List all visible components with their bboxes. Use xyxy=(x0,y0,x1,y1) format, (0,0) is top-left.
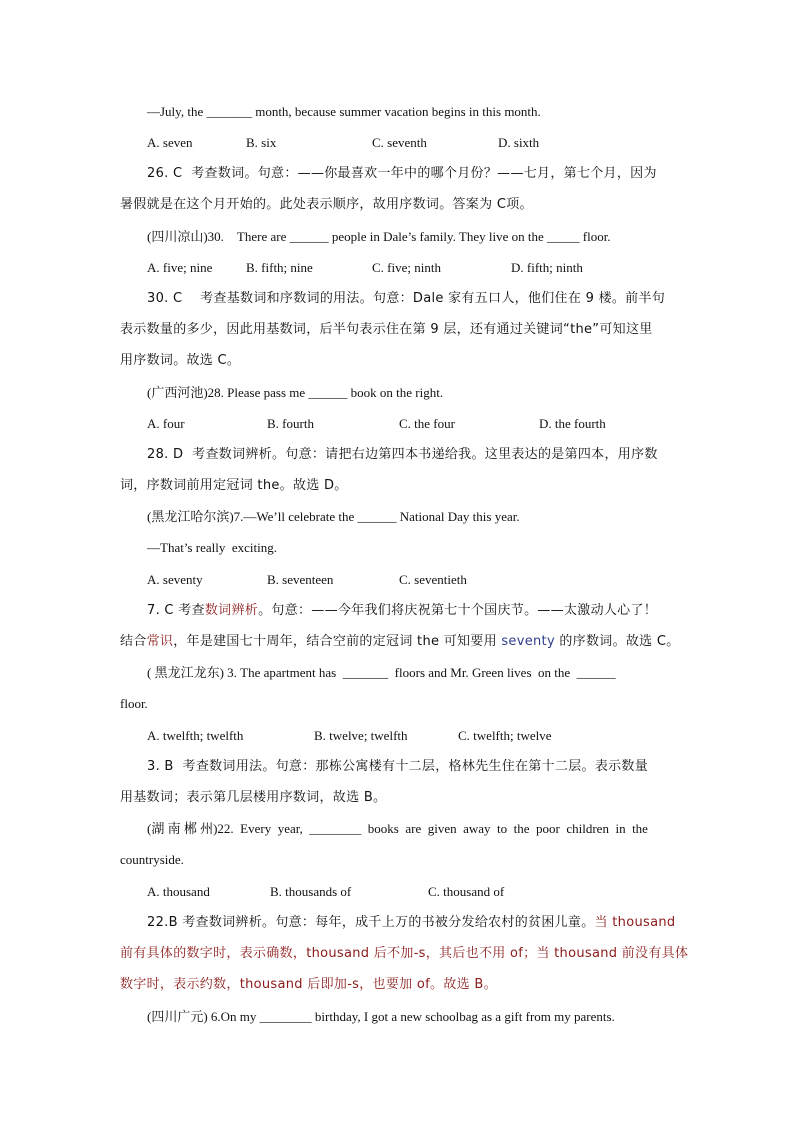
option-d: D. sixth xyxy=(498,135,540,150)
text-span: ，年是建国七十周年，结合空前的定冠词 the 可知要用 xyxy=(173,634,502,649)
option-c: C. twelfth; twelve xyxy=(458,728,552,743)
option-a: A. seventy xyxy=(147,572,203,587)
answer-28-line-1: 28. D 考查数词辨析。句意：请把右边第四本书递给我。这里表达的是第四本，用序数 xyxy=(147,447,658,462)
answer-28-line-2: 词，序数词前用定冠词 the。故选 D。 xyxy=(120,478,348,493)
option-d: D. fifth; ninth xyxy=(511,260,583,275)
question-3-line-2: floor. xyxy=(120,696,148,711)
question-6: (四川广元) 6.On my ________ birthday, I got a new schoolbag as a gift from my parents. xyxy=(147,1009,615,1024)
option-c: C. seventh xyxy=(372,135,427,150)
option-c: C. thousand of xyxy=(428,884,505,899)
answer-7-highlight: 数词辨析 xyxy=(204,603,259,618)
answer-22-line-3: 数字时，表示约数，thousand 后即加-s，也要加 of。故选 B。 xyxy=(120,977,497,992)
answer-26-line-2: 暑假就是在这个月开始的。此处表示顺序，故用序数词。答案为 C项。 xyxy=(120,197,533,212)
answer-7-blue-word: seventy xyxy=(501,634,555,649)
option-b: B. thousands of xyxy=(270,884,352,899)
option-b: B. fourth xyxy=(267,416,314,431)
option-a: A. four xyxy=(147,416,185,431)
option-b: B. fifth; nine xyxy=(246,260,313,275)
answer-26-line-1: 26. C 考查数词。句意：——你最喜欢一年中的哪个月份？——七月，第七个月，因为 xyxy=(147,166,657,181)
answer-7-prefix: 7. C 考查 xyxy=(147,603,205,618)
question-30: (四川凉山)30. There are ______ people in Dale’s family. They live on the _____ floor. xyxy=(147,229,611,244)
question-7-line-2: —That’s really exciting. xyxy=(147,540,277,555)
text-span: 的序数词。故选 C。 xyxy=(554,634,680,649)
answer-22-highlight: 当 thousand xyxy=(594,915,676,930)
answer-7-line-2 xyxy=(120,634,680,650)
option-c: C. the four xyxy=(399,416,455,431)
answer-22-line-2: 前有具体的数字时，表示确数，thousand 后不加-s，其后也不用 of；当 thousand 前没有具体 xyxy=(120,946,689,961)
option-c: C. five; ninth xyxy=(372,260,441,275)
option-a: A. thousand xyxy=(147,884,210,899)
answer-3-line-1: 3. B 考查数词用法。句意：那栋公寓楼有十二层，格林先生住在第十二层。表示数量 xyxy=(147,759,649,774)
answer-7-rest: 。句意：——今年我们将庆祝第七十个国庆节。——太激动人心了！ xyxy=(258,603,658,618)
question-28: (广西河池)28. Please pass me ______ book on the right. xyxy=(147,385,444,400)
option-c: C. seventieth xyxy=(399,572,467,587)
text-span: 结合 xyxy=(120,634,147,649)
text-span: 22.B 考查数词辨析。句意：每年，成千上万的书被分发给农村的贫困儿童。 xyxy=(147,915,595,930)
question-7-line-1: (黑龙江哈尔滨)7.—We’ll celebrate the ______ National Day this year. xyxy=(147,509,520,524)
option-a: A. twelfth; twelfth xyxy=(147,728,244,743)
option-d: D. the fourth xyxy=(539,416,606,431)
answer-22-line-1 xyxy=(147,915,675,931)
question-22-line-1: (湖 南 郴 州)22. Every year, ________ books are given away to the poor children in the xyxy=(147,821,648,836)
question-22-line-2: countryside. xyxy=(120,852,184,867)
answer-30-line-2: 表示数量的多少，因此用基数词，后半句表示住在第 9 层，还有通过关键词“the”可知这里 xyxy=(120,322,653,337)
question-25-dialog-line: —July, the _______ month, because summer vacation begins in this month. xyxy=(147,104,541,119)
question-3-line-1: ( 黑龙江龙东) 3. The apartment has _______ floors and Mr. Green lives on the ______ xyxy=(147,665,616,680)
option-b: B. seventeen xyxy=(267,572,334,587)
answer-3-line-2: 用基数词；表示第几层楼用序数词，故选 B。 xyxy=(120,790,387,805)
answer-30-line-1: 30. C 考查基数词和序数词的用法。句意：Dale 家有五口人，他们住在 9 楼。前半句 xyxy=(147,291,666,306)
option-b: B. six xyxy=(246,135,277,150)
answer-30-line-3: 用序数词。故选 C。 xyxy=(120,353,241,368)
option-a: A. five; nine xyxy=(147,260,213,275)
answer-7-highlight: 常识 xyxy=(146,634,174,649)
option-b: B. twelve; twelfth xyxy=(314,728,408,743)
option-a: A. seven xyxy=(147,135,193,150)
answer-7-line-1 xyxy=(147,603,657,619)
